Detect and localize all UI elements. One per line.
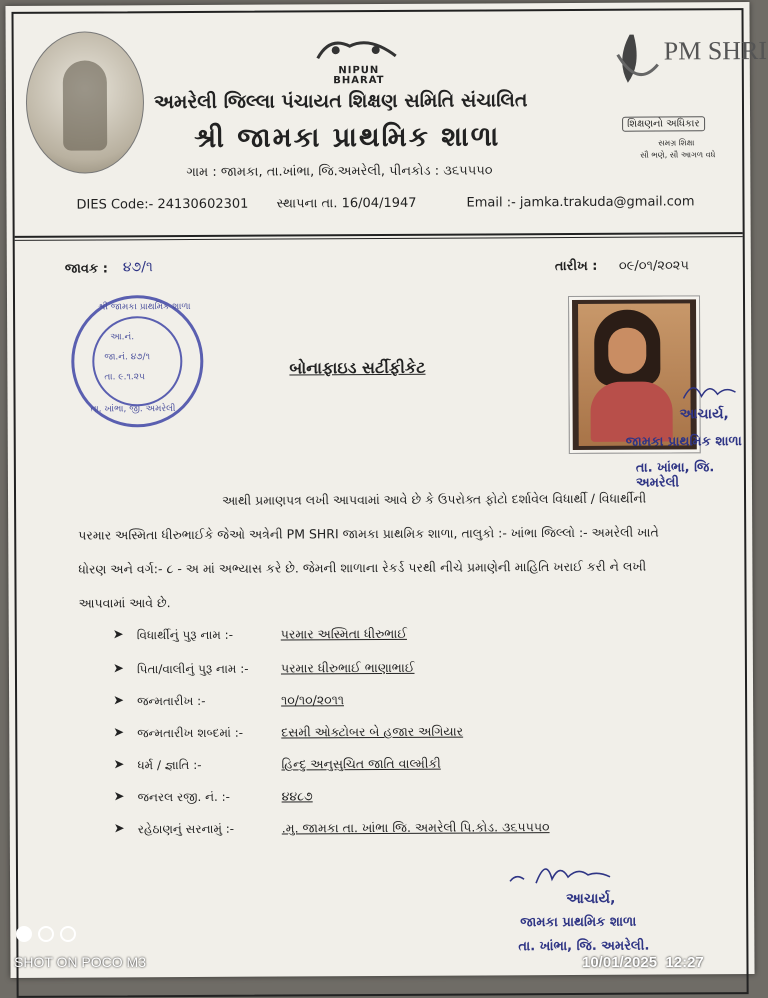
row-label-dob-words: જન્મતારીખ શબ્દમાં :- — [137, 725, 244, 741]
para-line-4: આપવામાં આવે છે. — [78, 595, 171, 611]
photo-timestamp: 10/01/2025 12:27 — [582, 954, 704, 971]
org-line: અમરેલી જિલ્લા પંચાયત શિક્ષણ સમિતિ સંચાલિત — [153, 89, 528, 114]
school-email: Email :- jamka.trakuda@gmail.com — [466, 194, 695, 211]
certificate-title: બોનાફાઇડ સર્ટીફીકેટ — [289, 357, 426, 378]
row-value-name: પરમાર અસ્મિતા ધીરુભાઈ — [280, 625, 407, 642]
sign-top-line1: આચાર્ય, — [679, 406, 729, 423]
established-date: સ્થાપના તા. 16/04/1947 — [276, 195, 417, 212]
student-photo — [569, 296, 700, 453]
row-label-religion: ધર્મ / જ્ઞાતિ :- — [137, 757, 202, 773]
camera-dot-icon — [16, 926, 32, 942]
saraswati-logo-icon — [26, 31, 145, 174]
stamp-ring-text: શ્રી જામકા પ્રાથમિક શાળા — [98, 301, 191, 313]
camera-dot-icon — [38, 926, 54, 942]
sign-bottom-line3: તા. ખાંભા, જિ. અમરેલી. — [518, 938, 650, 955]
stamp-bottom-text: તા. ખાંભા, જી. અમરેલી — [90, 404, 176, 415]
date-label: તારીખ : — [554, 258, 598, 275]
stamp-line2: જા.નં. ૪૭/૧ — [104, 352, 151, 363]
pm-shri-logo-text: PM SHRI — [663, 35, 768, 66]
row-label-name: વિધાર્થીનું પુરૂ નામ :- — [136, 627, 234, 643]
page-border — [11, 8, 768, 998]
camera-watermark: SHOT ON POCO M3 — [14, 954, 146, 970]
sign-bottom-line2: જામકા પ્રાથમિક શાળા — [520, 914, 637, 931]
ref-label: જાવક : — [64, 261, 108, 277]
row-label-dob: જન્મતારીખ :- — [137, 693, 206, 709]
shikshan-adhikar-logo — [606, 106, 746, 165]
details-list: ➤ વિધાર્થીનું પુરૂ નામ :- પરમાર અસ્મિતા ધીરુભાઈ ➤ પિતા/વાલીનું પુરૂ નામ :- પરમાર ધીરુભાઈ ભાણાભાઈ ➤ જન્મતારીખ :- ૧૦/૧૦/૨૦૧૧ ➤ જન્મતારીખ શબ્દમાં :- દસમી ઓક્ટોબર બે હજાર અગિયાર ➤ ધર્મ / જ્ઞાતિ :- હિન્દુ અનુસુચિત જાતિ વાલ્મીકી ➤ જનરલ રજી. નં. :- ૪૪૮૭ ➤ રહેઠાણનું સરનામું :- .મુ. જામકા તા. ખાંભા જિ. અમરેલી પિ.કોડ. ૩૬૫૫૫૦ — [112, 625, 550, 837]
row-label-guardian: પિતા/વાલીનું પુરૂ નામ :- — [136, 661, 249, 677]
nipun-logo-text: NIPUN BHARAT — [333, 64, 385, 87]
row-label-address: રહેઠાણનું સરનામું :- — [137, 821, 235, 837]
row-value-register: ૪૪૮૭ — [281, 788, 313, 804]
row-value-religion: હિન્દુ અનુસુચિત જાતિ વાલ્મીકી — [281, 755, 441, 772]
school-address: ગામ : જામકા, તા.ખાંભા, જિ.અમરેલી, પીનકોડ : ૩૬૫૫૫૦ — [186, 163, 493, 181]
school-seal-stamp — [71, 295, 204, 428]
para-line-3: ધોરણ અને વર્ગ:- ૮ - અ માં અભ્યાસ કરે છે. જેમની શાળાના રેકર્ડ પરથી નીચે પ્રમાણેની માહિતિ ખરાઈ કરી ને લખી — [78, 558, 647, 577]
adhikar-sub1: સમગ્ર શિક્ષા — [658, 138, 695, 148]
row-value-dob: ૧૦/૧૦/૨૦૧૧ — [281, 692, 344, 708]
certificate-paper — [5, 2, 768, 978]
date-value: ૦૯/૦૧/૨૦૨૫ — [618, 258, 689, 274]
camera-dot-icon — [60, 926, 76, 942]
row-label-register: જનરલ રજી. નં. :- — [137, 789, 231, 805]
dies-code: DIES Code:- 24130602301 — [76, 196, 249, 213]
signature-bottom-icon — [506, 853, 616, 894]
school-name: શ્રી જામકા પ્રાથમિક શાળા — [194, 121, 501, 154]
adhikar-text: શિક્ષણનો અધિકાર — [622, 116, 705, 131]
sign-top-line3: તા. ખાંભા, જિ. અમરેલી — [635, 460, 715, 491]
para-line-2: પરમાર અસ્મિતા ધીરુભાઈકે જેઓ અત્રેની PM SHRI જામકા પ્રાથમિક શાળા, તાલુકો :- ખાંભા જિલ્લો :- અમરેલી ખાતે — [78, 524, 659, 543]
sign-top-line2: જામકા પ્રાથમિક શાળા — [625, 434, 742, 450]
row-value-address: .મુ. જામકા તા. ખાંભા જિ. અમરેલી પિ.કોડ. ૩૬૫૫૫૦ — [281, 819, 550, 836]
row-value-guardian: પરમાર ધીરુભાઈ ભાણાભાઈ — [280, 659, 415, 676]
sign-bottom-line1: આચાર્ય, — [566, 890, 616, 908]
para-line-1: આથી પ્રમાણપત્ર લખી આપવામાં આવે છે કે ઉપરોક્ત ફોટો દર્શાવેલ વિધાર્થી / વિધાર્થીની — [222, 490, 647, 508]
signature-top-icon — [679, 376, 739, 406]
adhikar-sub2: સૌ ભણે, સૌ આગળ વધે — [640, 150, 716, 160]
ref-value: ૪૭/૧ — [122, 259, 153, 276]
stamp-line1: આ.નં. — [110, 332, 135, 343]
stamp-line3: તા. ૯.૧.૨૫ — [104, 372, 145, 383]
row-value-dob-words: દસમી ઓક્ટોબર બે હજાર અગિયાર — [281, 723, 464, 740]
